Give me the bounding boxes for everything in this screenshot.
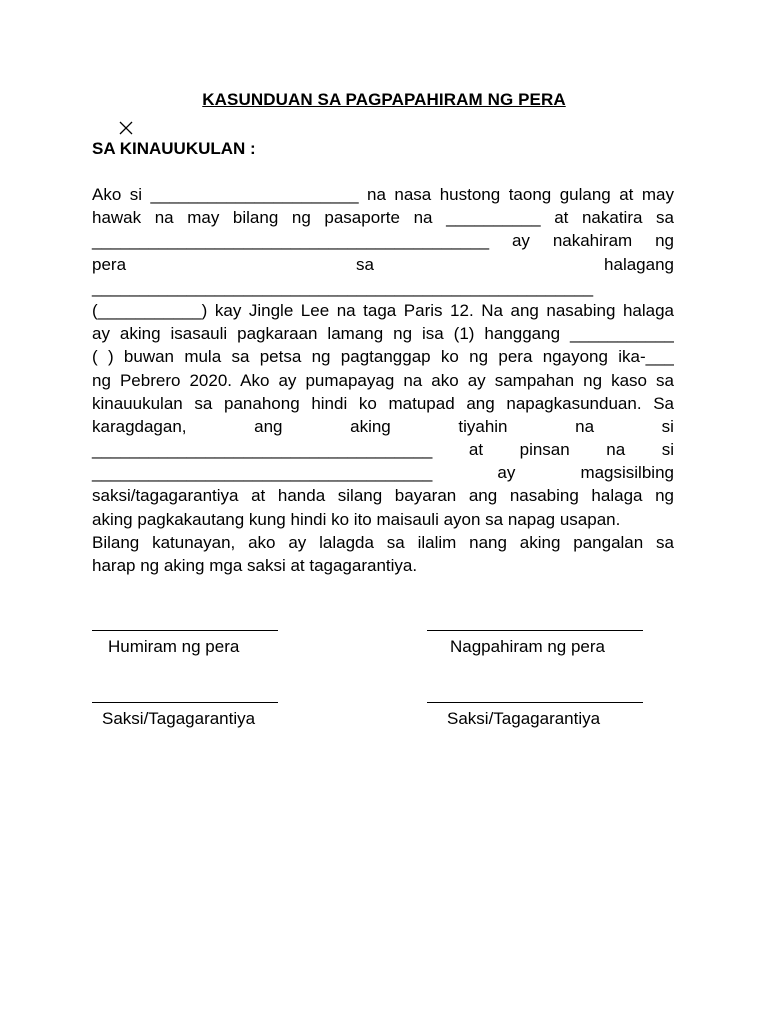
body-word: aking	[350, 416, 391, 436]
body-word: __________	[446, 208, 541, 228]
body-line	[92, 438, 674, 461]
agreement-body	[92, 183, 674, 577]
body-line	[92, 461, 674, 484]
body-line	[92, 508, 674, 531]
body-word: na	[413, 208, 433, 228]
borrower-signature-line	[92, 630, 278, 631]
body-text: kinauukulan sa panahong hindi ko matupad ang napagkasunduan. Sa	[92, 393, 674, 413]
body-text: ( ) buwan mula sa petsa ng pagtanggap ko ng pera ngayong ika-___	[92, 347, 674, 367]
body-line	[92, 253, 674, 276]
body-word: pasaporte	[324, 208, 400, 228]
body-line	[92, 299, 674, 322]
lender-signature-line	[427, 630, 643, 631]
body-word: ng	[655, 231, 674, 251]
body-line	[92, 554, 674, 577]
salutation: SA KINAUUKULAN :	[92, 139, 256, 158]
close-x-icon	[118, 120, 134, 136]
body-word: sa	[356, 254, 375, 274]
witness-right-label: Saksi/Tagagarantiya	[447, 709, 601, 728]
body-word: ____________________________________	[92, 463, 433, 483]
body-line	[92, 415, 674, 438]
body-word: si	[661, 440, 674, 460]
body-word: ay	[497, 463, 516, 483]
body-text: Bilang katunayan, ako ay lalagda sa ilalim nang aking pangalan sa	[92, 532, 674, 552]
body-word: tiyahin	[458, 416, 508, 436]
body-text: Ako si ______________________ na nasa hustong taong gulang at may	[92, 185, 674, 204]
body-line	[92, 276, 674, 299]
body-line	[92, 484, 674, 507]
witness-left-label: Saksi/Tagagarantiya	[102, 709, 256, 728]
body-word: hawak	[92, 208, 142, 228]
body-word: __________________________________________	[92, 231, 490, 251]
body-word: nakatira	[581, 208, 643, 228]
body-word: ay	[511, 231, 530, 251]
body-word: ang	[254, 416, 283, 436]
body-word: bilang	[232, 208, 279, 228]
body-text: ay aking isasauli pagkaraan lamang ng isa (1) hanggang ___________	[92, 324, 674, 344]
body-word: ____________________________________	[92, 440, 433, 460]
body-word: sa	[656, 208, 674, 228]
body-word: halagang	[604, 254, 674, 274]
body-word: ng	[291, 208, 311, 228]
body-line	[92, 392, 674, 415]
lender-label: Nagpahiram ng pera	[450, 637, 605, 656]
body-line	[92, 322, 674, 345]
body-word: karagdagan,	[92, 416, 187, 436]
body-word: na	[154, 208, 174, 228]
body-line	[92, 229, 674, 252]
body-text: (___________) kay Jingle Lee na taga Paris 12. Na ang nasabing halaga	[92, 300, 674, 320]
body-word: magsisilbing	[580, 463, 674, 483]
body-word: at	[554, 208, 569, 228]
body-word: pera	[92, 254, 127, 274]
body-word: na	[606, 440, 626, 460]
witness-right-signature-line	[427, 702, 643, 703]
body-line	[92, 206, 674, 229]
body-text: harap ng aking mga saksi at tagagarantiya.	[92, 556, 418, 575]
body-word: may	[187, 208, 220, 228]
body-word: nakahiram	[552, 231, 633, 251]
body-line	[92, 183, 674, 206]
body-line	[92, 531, 674, 554]
body-word: at	[468, 440, 484, 460]
body-text: saksi/tagagarantiya at handa silang bayaran ang nasabing halaga ng	[92, 486, 674, 506]
body-word: si	[661, 416, 674, 436]
body-line	[92, 369, 674, 392]
body-word: pinsan	[519, 440, 570, 460]
body-text: ng Pebrero 2020. Ako ay pumapayag na ako ay sampahan ng kaso sa	[92, 370, 674, 390]
body-line	[92, 345, 674, 368]
body-word: na	[575, 416, 595, 436]
body-text: aking pagkakautang kung hindi ko ito maisauli ayon sa napag usapan.	[92, 509, 621, 529]
body-text: _____________________________________________________	[92, 277, 594, 297]
witness-left-signature-line	[92, 702, 278, 703]
borrower-label: Humiram ng pera	[108, 637, 240, 656]
document-title: KASUNDUAN SA PAGPAPAHIRAM NG PERA	[202, 90, 566, 109]
